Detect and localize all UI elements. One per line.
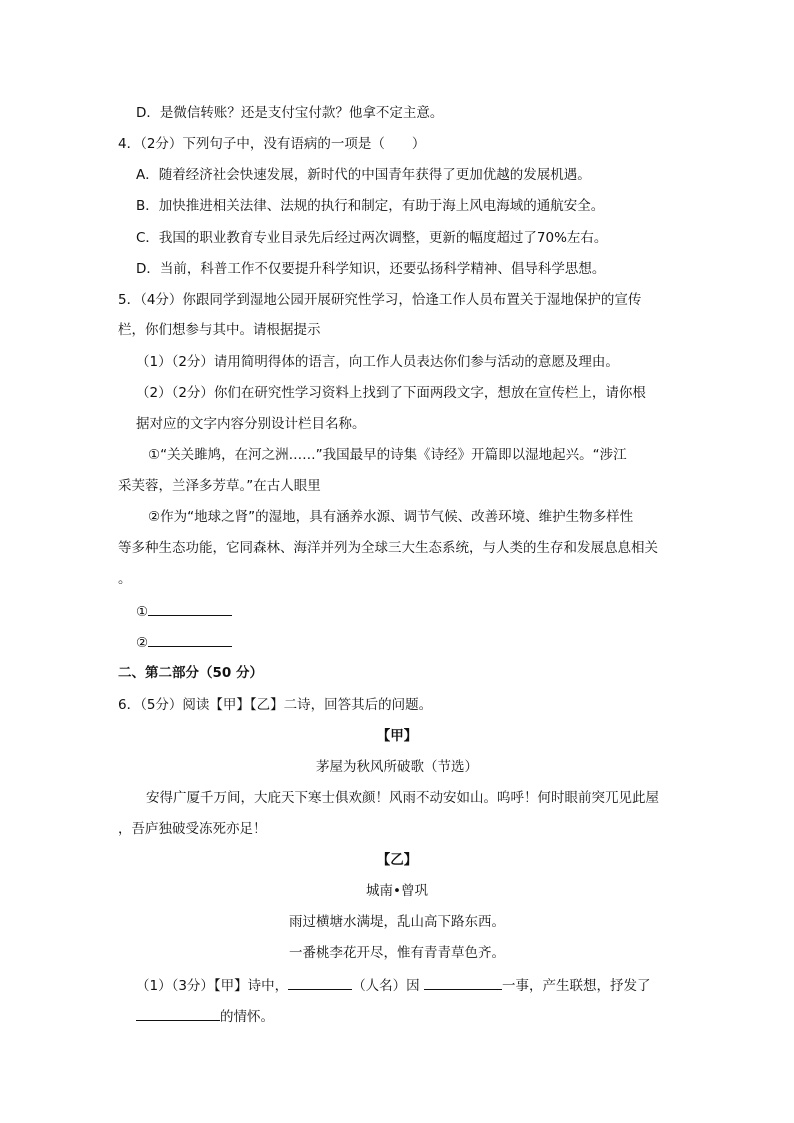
q5-answer2-mark: ② [136, 635, 149, 651]
q4-option-a: A．随着经济社会快速发展，新时代的中国青年获得了更加优越的发展机遇。 [136, 167, 591, 183]
q5-sub1: （1）（2分）请用简明得体的语言，向工作人员表达你们参与活动的意愿及理由。 [136, 354, 619, 370]
q5-answer2-blank[interactable] [148, 632, 232, 647]
q6-jia-mark: 【甲】 [376, 728, 418, 744]
q5-passage2-line3: 。 [118, 571, 132, 587]
q6-sub1-part2: （人名）因 [352, 978, 420, 994]
q6-feeling-blank[interactable] [136, 1006, 220, 1021]
q6-stem: 6．（5分）阅读【甲】【乙】二诗，回答其后的问题。 [118, 697, 433, 713]
q5-passage2-line1: ②作为“地球之肾”的湿地，具有涵养水源、调节气候、改善环境、维护生物多样性 [148, 509, 634, 525]
q3-option-d: D．是微信转账？还是支付宝付款？他拿不定主意。 [136, 105, 444, 121]
q6-yi-mark: 【乙】 [376, 852, 418, 868]
q5-sub2-line1: （2）（2分）你们在研究性学习资料上找到了下面两段文字，想放在宣传栏上，请你根 [136, 385, 646, 401]
q5-answer2-row [136, 632, 232, 653]
q5-passage1-line2: 采芙蓉，兰泽多芳草。”在古人眼里 [118, 478, 321, 494]
q5-sub2-line2: 据对应的文字内容分别设计栏目名称。 [136, 416, 366, 432]
q5-answer1-row [136, 601, 232, 622]
q6-person-blank[interactable] [288, 975, 352, 990]
q6-jia-line2: ，吾庐独破受冻死亦足！ [118, 821, 267, 837]
q6-yi-line2: 一番桃李花开尽，惟有青青草色齐。 [289, 945, 505, 961]
section2-title: 二、第二部分（50 分） [118, 665, 263, 681]
q6-sub1-line1 [136, 975, 650, 996]
q6-sub1-part1: （1）（3分）【甲】诗中， [136, 978, 289, 994]
q4-option-c: C．我国的职业教育专业目录先后经过两次调整，更新的幅度超过了70%左右。 [136, 230, 608, 246]
q4-stem: 4．（2分）下列句子中，没有语病的一项是（ ） [118, 136, 426, 152]
q6-jia-line1: 安得广厦千万间，大庇天下寒士俱欢颜！风雨不动安如山。呜呼！何时眼前突兀见此屋 [146, 790, 659, 806]
q4-option-d: D．当前，科普工作不仅要提升科学知识，还要弘扬科学精神、倡导科学思想。 [136, 261, 606, 277]
q5-passage2-line2: 等多种生态功能，它同森林、海洋并列为全球三大生态系统，与人类的生存和发展息息相关 [118, 540, 658, 556]
q5-answer1-mark: ① [136, 604, 149, 620]
q6-event-blank[interactable] [424, 975, 502, 990]
q5-stem-line1: 5．（4分）你跟同学到湿地公园开展研究性学习，恰逢工作人员布置关于湿地保护的宣传 [118, 292, 642, 308]
q5-stem-line2: 栏，你们想参与其中。请根据提示 [118, 322, 321, 338]
q4-option-b: B．加快推进相关法律、法规的执行和制定，有助于海上风电海域的通航安全。 [136, 198, 605, 214]
q6-sub1-part4: 的情怀。 [220, 1009, 274, 1025]
q6-jia-title: 茅屋为秋风所破歌（节选） [316, 759, 478, 775]
q6-yi-line1: 雨过横塘水满堤，乱山高下路东西。 [289, 914, 505, 930]
q5-passage1-line1: ①“关关雎鸠，在河之洲……”我国最早的诗集《诗经》开篇即以湿地起兴。“涉江 [148, 447, 627, 463]
q6-yi-title: 城南•曾巩 [366, 883, 428, 899]
q5-answer1-blank[interactable] [148, 601, 232, 616]
q6-sub1-line2 [136, 1006, 274, 1027]
q6-sub1-part3: 一事，产生联想，抒发了 [501, 978, 651, 994]
